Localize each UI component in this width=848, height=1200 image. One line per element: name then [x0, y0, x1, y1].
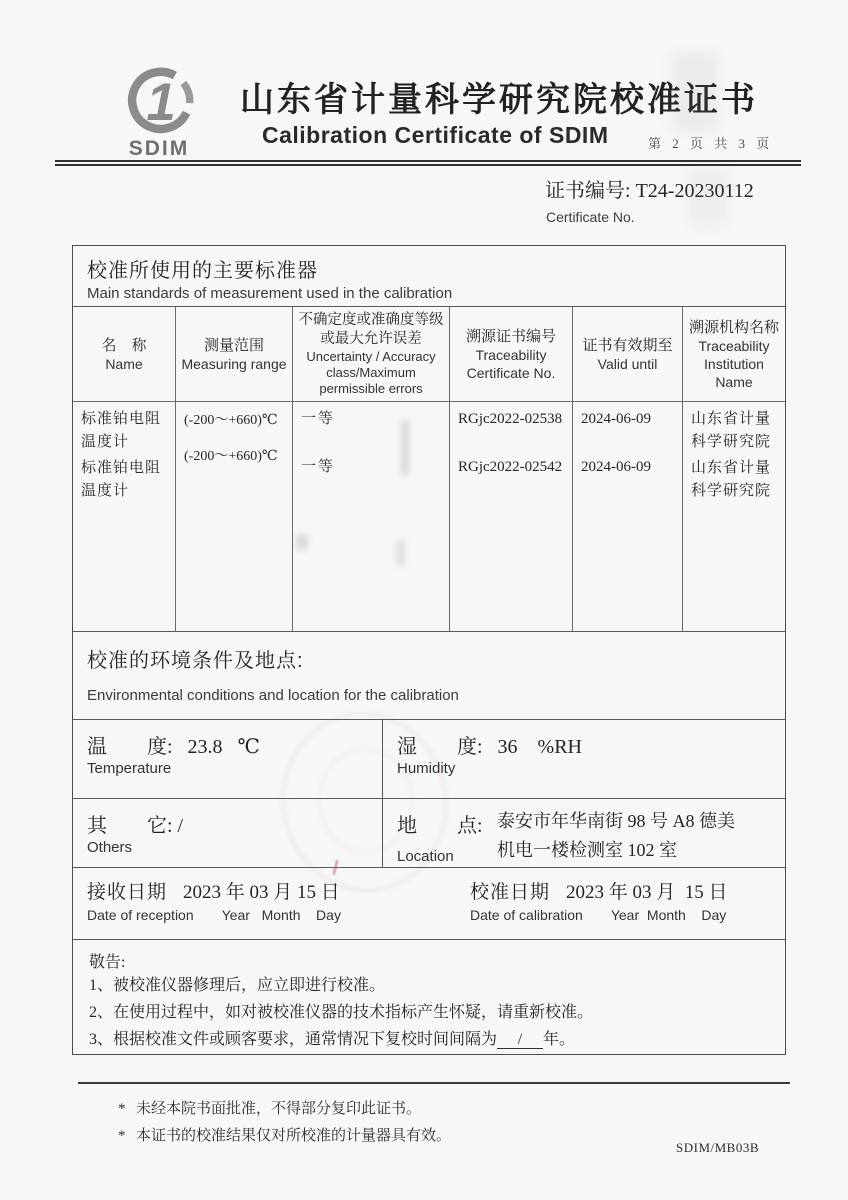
- certificate-body-box: [72, 245, 786, 1055]
- standards-table-header: [73, 306, 785, 401]
- table-row-2-range: (-200～+660)℃: [184, 449, 278, 464]
- temp-humidity-row: [73, 719, 785, 798]
- table-row-2-valid: 2024-06-09: [581, 459, 651, 475]
- humidity-label-en: Humidity: [397, 760, 456, 777]
- location-value: 泰安市年华南街 98 号 A8 德美 机电一楼检测室 102 室: [497, 811, 735, 860]
- footer-note-1: * 未经本院书面批准，不得部分复印此证书。: [118, 1101, 422, 1117]
- footer-note-2: * 本证书的校准结果仅对所校准的计量器具有效。: [118, 1128, 452, 1144]
- reception-date-field: [73, 868, 456, 939]
- footer-rule: [78, 1082, 790, 1084]
- notice-section: [73, 939, 785, 1054]
- svg-text:1: 1: [146, 73, 176, 133]
- col-accuracy: [293, 402, 450, 631]
- col-header-uncertainty: 不确定度或准确度等级或最大允许误差 Uncertainty / Accuracy class/Maximum permissible errors: [293, 307, 450, 401]
- temperature-field: [73, 720, 383, 798]
- others-label-en: Others: [87, 839, 133, 856]
- calibration-date-field: [456, 868, 785, 939]
- table-row-1-valid: 2024-06-09: [581, 411, 651, 427]
- others-field: [73, 799, 383, 867]
- col-institution: [683, 402, 785, 631]
- calibration-date-label-zh: 校准日期: [470, 882, 551, 903]
- notice-interval-blank: /: [497, 1031, 543, 1049]
- calibration-date-units: Year Month Day: [610, 907, 727, 923]
- col-cert-no: [450, 402, 573, 631]
- col-header-institution: 溯源机构名称 Traceability Institution Name: [688, 318, 779, 390]
- col-name: [73, 402, 176, 631]
- others-value: 其 它: /: [87, 815, 184, 837]
- sdim-logo: [104, 64, 214, 161]
- page-title: 山东省计量科学研究院校准证书: [240, 82, 758, 119]
- notice-item-3: 3、根据校准文件或顾客要求，通常情况下复校时间间隔为 / 年。: [89, 1031, 576, 1048]
- col-header-traceability-cert: 溯源证书编号 Traceability Certificate No.: [450, 307, 573, 401]
- col-header-range: 测量范围 Measuring range: [176, 307, 293, 401]
- environment-section-header: [73, 631, 785, 719]
- humidity-field: [383, 720, 785, 798]
- table-row-1-accuracy: 一等: [301, 411, 336, 427]
- document-code: SDIM/MB03B: [676, 1140, 760, 1155]
- table-row-1-range: (-200～+660)℃: [184, 413, 278, 428]
- table-row-1-cert-no: RGjc2022-02538: [458, 411, 563, 427]
- notice-title: 敬告:: [89, 954, 126, 971]
- col-header-name: 名 称 Name: [73, 307, 176, 401]
- calibration-date-label-en: Date of calibration: [470, 907, 583, 923]
- location-label-en: Location: [397, 848, 454, 865]
- standards-title-en: Main standards of measurement used in the calibration: [87, 285, 453, 302]
- page-number: 第 2 页 共 3 页: [648, 136, 774, 151]
- certificate-number-value: T24-20230112: [635, 180, 754, 202]
- dates-row: [73, 867, 785, 939]
- location-label-zh: 地 点:: [397, 815, 483, 837]
- others-location-row: [73, 798, 785, 867]
- location-field: [383, 799, 785, 867]
- footer-notes: [118, 1096, 451, 1150]
- temperature-label-en: Temperature: [87, 760, 172, 777]
- certificate-number-label-en: Certificate No.: [546, 209, 635, 225]
- standards-section-header: [73, 246, 785, 306]
- col-valid-until: [573, 402, 683, 631]
- page-subtitle: Calibration Certificate of SDIM: [262, 122, 609, 148]
- reception-date-value: 2023 年 03 月 15 日: [183, 882, 340, 903]
- reception-date-label-en: Date of reception: [87, 907, 194, 923]
- temperature-value: 温 度: 23.8 ℃: [87, 736, 260, 758]
- environment-title-en: Environmental conditions and location for the calibration: [87, 687, 459, 704]
- table-row-1-institution: 山东省计量科学研究院: [691, 411, 772, 450]
- reception-date-label-zh: 接收日期: [87, 882, 168, 903]
- col-range: [176, 402, 293, 631]
- table-row-2-name: 标准铂电阻温度计: [81, 460, 162, 499]
- table-row-1-name: 标准铂电阻温度计: [81, 411, 162, 450]
- reception-date-units: Year Month Day: [221, 907, 341, 923]
- header-double-rule: [55, 160, 801, 166]
- table-row-2-cert-no: RGjc2022-02542: [458, 459, 563, 475]
- standards-title-zh: 校准所使用的主要标准器: [87, 260, 318, 282]
- humidity-value: 湿 度: 36 %RH: [397, 736, 582, 758]
- table-row-2-institution: 山东省计量科学研究院: [691, 460, 772, 499]
- table-row-2-accuracy: 一等: [301, 459, 336, 475]
- certificate-number-label: 证书编号:: [545, 180, 636, 202]
- standards-table-body: [73, 401, 785, 631]
- environment-title-zh: 校准的环境条件及地点:: [87, 650, 304, 672]
- col-header-valid-until: 证书有效期至 Valid until: [573, 307, 683, 401]
- notice-item-2: 2、在使用过程中，如对被校准仪器的技术指标产生怀疑，请重新校准。: [89, 1004, 594, 1021]
- notice-item-1: 1、被校准仪器修理后，应立即进行校准。: [89, 977, 386, 994]
- calibration-date-value: 2023 年 03 月 15 日: [566, 882, 728, 903]
- certificate-number: [545, 174, 754, 203]
- logo-label: SDIM: [128, 137, 190, 160]
